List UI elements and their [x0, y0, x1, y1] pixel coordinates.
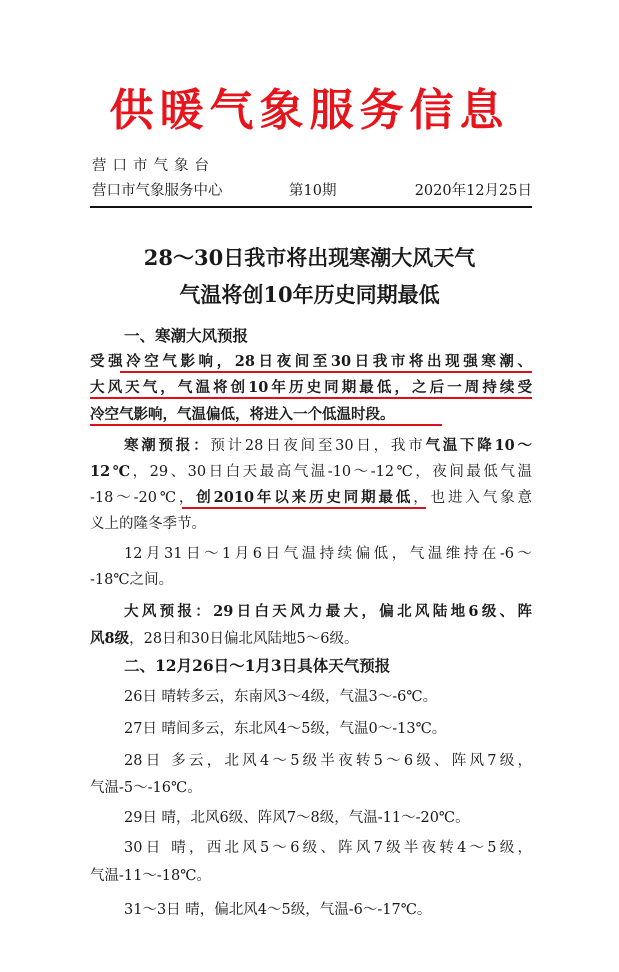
- temp-drop-text: 气温下降10～: [425, 437, 532, 454]
- forecast-day-28: 28日 多云，北风4～5级半夜转5～6级、阵风7级，: [124, 753, 532, 769]
- gale-line-2: [90, 627, 532, 648]
- gale-line-1: [124, 600, 532, 621]
- forecast-day-26: 26日 晴转多云，东南风3～4级，气温3～-6℃。: [124, 689, 438, 705]
- cold-wave-label: 寒潮预报：: [124, 437, 211, 454]
- headline-line-1: 28～30日我市将出现寒潮大风天气: [143, 245, 476, 270]
- headline-line-2: 气温将创10年历史同期最低: [179, 282, 440, 307]
- temp-drop-value: 12℃: [90, 463, 133, 480]
- gale-gust: 风8级: [90, 630, 130, 647]
- cold-wave-line-4: 义上的隆冬季节。: [90, 516, 206, 532]
- red-underline: [120, 371, 532, 373]
- record-low-text: 创2010年以来历史同期最低: [196, 489, 414, 506]
- summary-line-1: 受强冷空气影响，28日夜间至30日我市将出现强寒潮、: [90, 353, 532, 370]
- cold-wave-line-2: [90, 460, 532, 481]
- forecast-day-28-temp: 气温-5～-16℃。: [90, 780, 202, 796]
- summary-line-2: 大风天气，气温将创10年历史同期最低，之后一周持续受: [90, 379, 532, 396]
- outlook-line-2: -18℃之间。: [90, 572, 174, 588]
- forecast-day-27: 27日 晴间多云，东北风4～5级，气温0～-13℃。: [124, 721, 447, 737]
- cold-wave-line-3: [90, 486, 532, 507]
- gale-label: 大风预报：: [124, 603, 214, 620]
- section-1-heading: 一、寒潮大风预报: [124, 326, 249, 345]
- cold-wave-text: ，也进入气象意: [413, 490, 533, 506]
- cold-wave-line-1: [124, 434, 532, 455]
- section-2-heading: 二、12月26日～1月3日具体天气预报: [124, 656, 391, 675]
- forecast-day-30-temp: 气温-11～-18℃。: [90, 868, 211, 884]
- red-underline: [182, 507, 426, 509]
- summary-line-3: 冷空气影响，气温偏低，将进入一个低温时段。: [90, 406, 395, 423]
- red-underline: [90, 424, 442, 426]
- forecast-day-29: 29日 晴，北风6级、阵风7～8级，气温-11～-20℃。: [124, 810, 470, 826]
- outlook-line-1: 12月31日～1月6日气温持续偏低，气温维持在-6～: [124, 546, 532, 562]
- header-divider: [90, 206, 532, 208]
- issuing-organization: 营口市气象台: [92, 158, 215, 174]
- issue-meta: [92, 179, 532, 199]
- cold-wave-text: 预计28日夜间至30日，我市: [210, 438, 426, 454]
- service-center: 营口市气象服务中心: [92, 183, 223, 199]
- issue-date: 2020年12月25日: [414, 183, 532, 199]
- forecast-days-31-3: 31～3日 晴，偏北风4～5级，气温-6～-17℃。: [124, 902, 432, 918]
- cold-wave-text: -18～-20℃，: [90, 490, 197, 506]
- gale-text: ，28日和30日偏北风陆地5～6级。: [129, 631, 359, 647]
- masthead-title: 供暖气象服务信息: [109, 85, 510, 136]
- cold-wave-text: ，29、30日白天最高气温-10～-12℃，夜间最低气温: [132, 464, 532, 480]
- forecast-day-30: 30日 晴，西北风5～6级、阵风7级半夜转4～5级，: [124, 840, 532, 856]
- gale-text: 29日白天风力最大，偏北风陆地6级、阵: [213, 603, 532, 620]
- red-underline: [90, 397, 532, 399]
- issue-number: 第10期: [289, 183, 337, 199]
